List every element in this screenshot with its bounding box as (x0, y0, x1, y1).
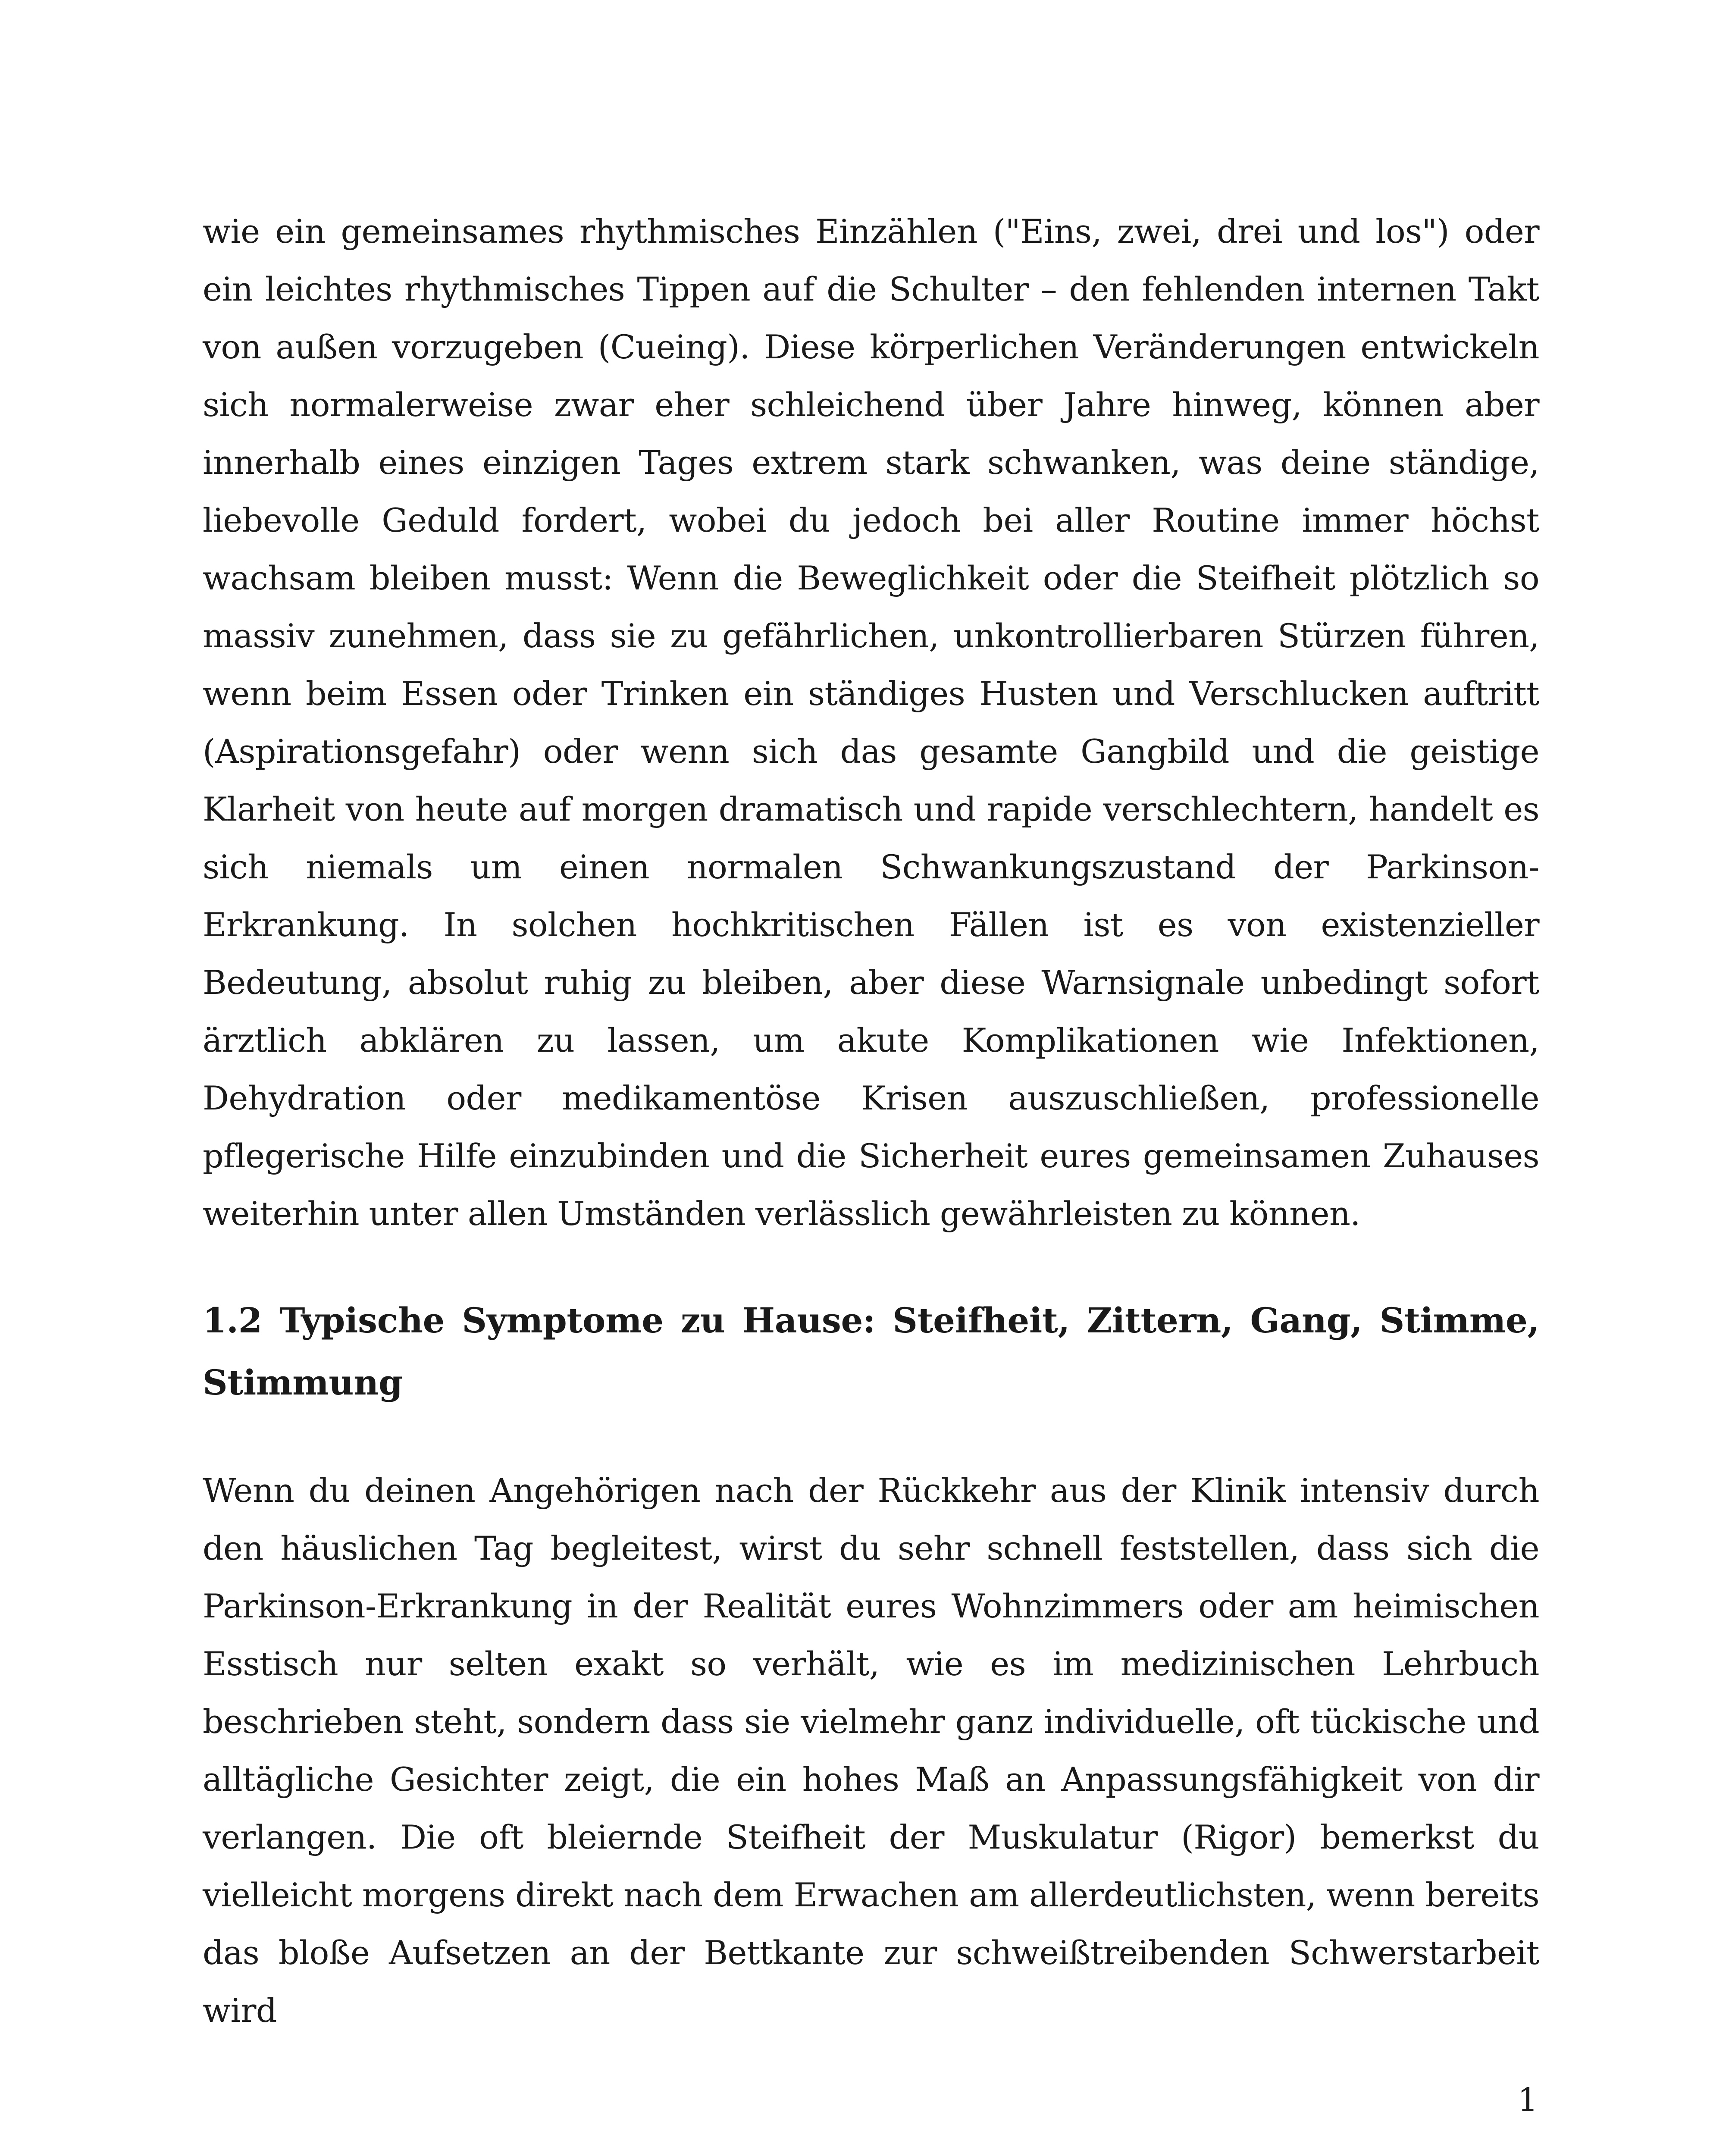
body-paragraph: Wenn du deinen Angehörigen nach der Rückkehr aus der Klinik intensiv durch den häuslichen Tag begleitest, wirst du sehr schnell feststellen, dass sich die Parkinson-Erkrankung in der Realität eures Wohnzimmers oder am heimischen Esstisch nur selten exakt so verhält, wie es im medizinischen Lehrbuch beschrieben steht, sondern dass sie vielmehr ganz individuelle, oft tückische und alltägliche Gesichter zeigt, die ein hohes Maß an Anpassungsfähigkeit von dir verlangen. Die oft bleiernde Steifheit der Muskulatur (Rigor) bemerkst du vielleicht morgens direkt nach dem Erwachen am allerdeutlichsten, wenn bereits das bloße Aufsetzen an der Bettkante zur schweißtreibenden Schwerstarbeit wird (203, 1471, 1539, 2030)
section-heading: 1.2 Typische Symptome zu Hause: Steifheit, Zittern, Gang, Stimme, Stimmung (203, 1300, 1539, 1403)
page-number: 1 (1517, 2081, 1538, 2118)
body-paragraph: wie ein gemeinsames rhythmisches Einzählen ("Eins, zwei, drei und los") oder ein leichtes rhythmisches Tippen auf die Schulter – den fehlenden internen Takt von außen vorzugeben (Cueing). Diese körperlichen Veränderungen entwickeln sich normalerweise zwar eher schleichend über Jahre hinweg, können aber innerhalb eines einzigen Tages extrem stark schwanken, was deine ständige, liebevolle Geduld fordert, wobei du jedoch bei aller Routine immer höchst wachsam bleiben musst: Wenn die Beweglichkeit oder die Steifheit plötzlich so massiv zunehmen, dass sie zu gefährlichen, unkontrollierbaren Stürzen führen, wenn beim Essen oder Trinken ein ständiges Husten und Verschlucken auftritt (Aspirationsgefahr) oder wenn sich das gesamte Gangbild und die geistige Klarheit von heute auf morgen dramatisch und rapide verschlechtern, handelt es sich niemals um einen normalen Schwankungszustand der Parkinson-Erkrankung. In solchen hochkritischen Fällen ist es von existenzieller Bedeutung, absolut ruhig zu bleiben, aber diese Warnsignale unbedingt sofort ärztlich abklären zu lassen, um akute Komplikationen wie Infektionen, Dehydration oder medikamentöse Krisen auszuschließen, professionelle pflegerische Hilfe einzubinden und die Sicherheit eures gemeinsamen Zuhauses weiterhin unter allen Umständen verlässlich gewährleisten zu können. (203, 212, 1539, 1233)
